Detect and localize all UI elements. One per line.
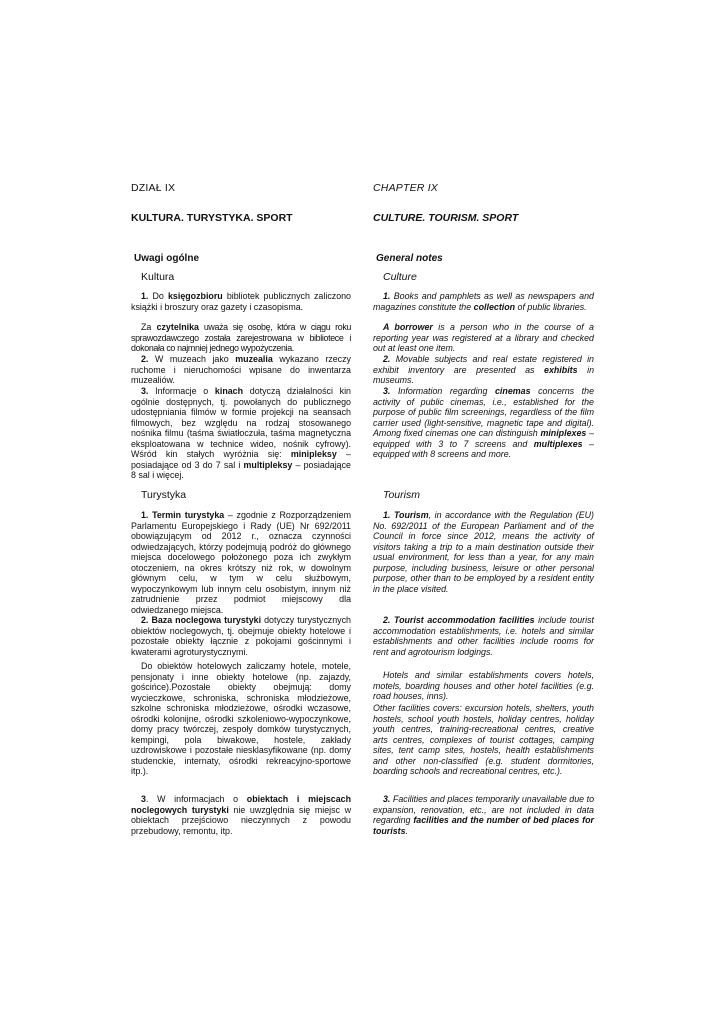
text: uważa się osobę, która w ciągu roku sprawozdawczego została zarejestrowana w bibliotece i dokonała co najmniej jednego wypożyczenia. xyxy=(131,322,352,354)
text: of public libraries. xyxy=(515,301,587,312)
text: nie uwzględnia się miejsc w obiektach przejściowo nieczynnych z powodu przebudowy, remontu, itp. xyxy=(131,804,351,836)
chapter-label: DZIAŁ IX xyxy=(131,182,176,194)
paragraph-number: 2. xyxy=(141,354,149,364)
text: Books and pamphlets as well as newspapers and magazines constitute the xyxy=(373,291,594,312)
paragraph xyxy=(373,615,594,657)
paragraph: Hotels and similar establishments covers hotels, motels, boarding houses and other hotel facilities (e.g. road houses, inns). xyxy=(373,670,594,702)
paragraph-number: 2. xyxy=(383,354,391,364)
chapter-title: KULTURA. TURYSTYKA. SPORT xyxy=(131,212,293,224)
text: include tourist accommodation establishments, i.e. hotels and similar establishments and other facilities include rooms for rent and agrotourism lodgings. xyxy=(373,615,594,657)
text: Informacje o xyxy=(148,386,215,396)
text: – posiadające od 3 do 7 sal i xyxy=(131,449,351,470)
paragraph xyxy=(373,291,594,312)
paragraph-number: 1. xyxy=(141,510,149,520)
paragraph-number: 3 xyxy=(141,794,146,804)
text: W muzeach jako xyxy=(148,354,236,364)
text: – equipped with 8 screens and more. xyxy=(373,438,594,460)
text: – posiadające 8 sal i więcej. xyxy=(131,459,351,481)
paragraph xyxy=(131,510,351,615)
text: Facilities and places temporarily unavailable due to expansion, renovation, etc., are not included in data regarding xyxy=(373,794,594,826)
section-heading-tourism: Turystyka xyxy=(141,489,187,501)
key-term: multiplexes xyxy=(533,438,583,449)
paragraph xyxy=(131,615,351,657)
paragraph: Other facilities covers: excursion hotels, shelters, youth hostels, school youth hostels, holiday centres, holiday youth centres, training-recreational centres, creative arts centres, complexes of tourist cottages, camping sites, tent camp sites, hostels, health establishments and other non-classified (e.g. student dormitories, boarding schools and recreational centres, etc.). xyxy=(373,703,594,777)
paragraph: Do obiektów hotelowych zaliczamy hotele, motele, pensjonaty i inne obiekty hotelowe (np. zajazdy, gościńce).Pozostałe obiekty obejmują: domy wycieczkowe, schroniska, schroniska młodzieżowe, szkolne schroniska młodzieżowe, ośrodki wczasowe, ośrodki kolonijne, ośrodki szkoleniowo-wypoczynkowe, domy pracy twórczej, zespoły domków turystycznych, kempingi, pola biwakowe, hostele, zakłady uzdrowiskowe i pozostałe niesklasyfikowane (np. domy studenckie, internaty, ośrodki rekreacyjno-sportowe itp.). xyxy=(131,661,351,777)
paragraph-number: 3. xyxy=(383,794,391,804)
section-heading-culture: Culture xyxy=(383,271,417,283)
key-term: cinemas xyxy=(495,386,531,396)
text: – equipped with 3 to 7 screens and xyxy=(373,428,594,449)
chapter-label: CHAPTER IX xyxy=(373,182,439,194)
paragraph-number: 2. xyxy=(141,615,149,625)
paragraph xyxy=(131,322,351,354)
text: bibliotek publicznych zaliczono książki i broszury oraz gazety i czasopisma. xyxy=(131,291,351,312)
paragraph xyxy=(131,291,351,312)
text: dotyczą działalności kin ogólnie dostępnych, tj. powołanych do publicznego udostępniania filmów w formie projekcji na seansach filmowych, bez względu na rodzaj stosowanego nośnika filmu (taśma światłoczuła, taśma magnetyczna eksploatowana w technice wideo, nośnik cyfrowy). Wśród kin stałych wyróżnia się: xyxy=(131,386,351,460)
text: Za xyxy=(141,322,157,332)
key-term: A borrower xyxy=(383,322,433,332)
key-term: Baza noclegowa turystyki xyxy=(148,615,262,625)
key-term: czytelnika xyxy=(156,322,199,332)
key-term: 2. Tourist accommodation facilities xyxy=(383,615,535,625)
general-notes-heading: Uwagi ogólne xyxy=(134,253,199,264)
key-term: obiektach i miejscach noclegowych turystyki xyxy=(131,794,351,815)
text: Do xyxy=(148,291,168,301)
paragraph xyxy=(373,322,594,354)
section-heading-tourism: Tourism xyxy=(383,489,420,501)
text: is a person who in the course of a reporting year was registered at a library and checked out at least one item. xyxy=(373,322,594,354)
text: dotyczy turystycznych obiektów noclegowych, tj. obejmuje obiekty hotelowe i pozostałe obiekty łącznie z pokojami gościnnymi i kwaterami agroturystycznymi. xyxy=(131,615,351,657)
key-term: kinach xyxy=(214,386,244,396)
key-term: minipleksy xyxy=(290,449,337,460)
paragraph xyxy=(373,510,594,594)
text: in museums. xyxy=(373,364,595,386)
text: wykazano rzeczy ruchome i nieruchomości wpisane do inwentarza muzealiów. xyxy=(131,354,351,386)
text: . xyxy=(405,825,409,836)
key-term: collection xyxy=(473,301,516,312)
paragraph-number: 1. xyxy=(141,291,149,301)
key-term: miniplexes xyxy=(540,428,587,439)
paragraph xyxy=(131,794,351,836)
key-term: Termin turystyka xyxy=(148,510,225,520)
paragraph-number: 3. xyxy=(383,386,391,396)
key-term: facilities and the number of bed places for tourists xyxy=(373,815,594,836)
chapter-title: CULTURE. TOURISM. SPORT xyxy=(373,212,519,224)
text: . W informacjach o xyxy=(145,794,247,804)
text: , in accordance with the Regulation (EU) No. 692/2011 of the European Parliament and of the Council in force since 2012, means the activity of visitors taking a trip to a main destination outside their usual environment, for less than a year, for any main purpose, including business, leisure or other personal purpose, other than to be employed by a resident entity in the place visited. xyxy=(373,510,594,594)
paragraph xyxy=(131,354,351,386)
key-term: księgozbioru xyxy=(167,291,223,301)
key-term: muzealia xyxy=(235,354,273,364)
paragraph xyxy=(131,386,351,481)
section-heading-culture: Kultura xyxy=(141,271,175,283)
text: Movable subjects and real estate registered in exhibit inventory are presented as xyxy=(373,354,594,375)
paragraph xyxy=(373,794,594,836)
paragraph xyxy=(373,354,594,386)
paragraph xyxy=(373,386,594,460)
key-term: exhibits xyxy=(544,364,578,375)
key-term: multipleksy xyxy=(243,459,293,470)
paragraph-number: 3. xyxy=(141,386,149,396)
key-term: 1. Tourism xyxy=(383,510,429,520)
text: concerns the activity of public cinemas, i.e., established for the purpose of public film screenings, regardless of the film carrier used (light-sensitive, magnetic tape and digital). Among fixed cinemas one can distinguish xyxy=(373,386,595,439)
general-notes-heading: General notes xyxy=(376,253,443,264)
paragraph-number: 1. xyxy=(383,291,391,301)
text: – zgodnie z Rozporządzeniem Parlamentu Europejskiego i Rady (UE) Nr 692/2011 obowiązującym od 2012 r., oznacza czynności odwiedzających, którzy podejmują podróż do głównego miejsca docelowego położonego poza ich zwykłym otoczeniem, na okres krótszy niż rok, w dowolnym głównym celu, w tym w celu służbowym, wypoczynkowym lub innym celu osobistym, innym niż zatrudnienie przez podmiot miejscowy dla odwiedzanego miejsca. xyxy=(131,510,351,615)
text: Information regarding xyxy=(390,386,495,396)
